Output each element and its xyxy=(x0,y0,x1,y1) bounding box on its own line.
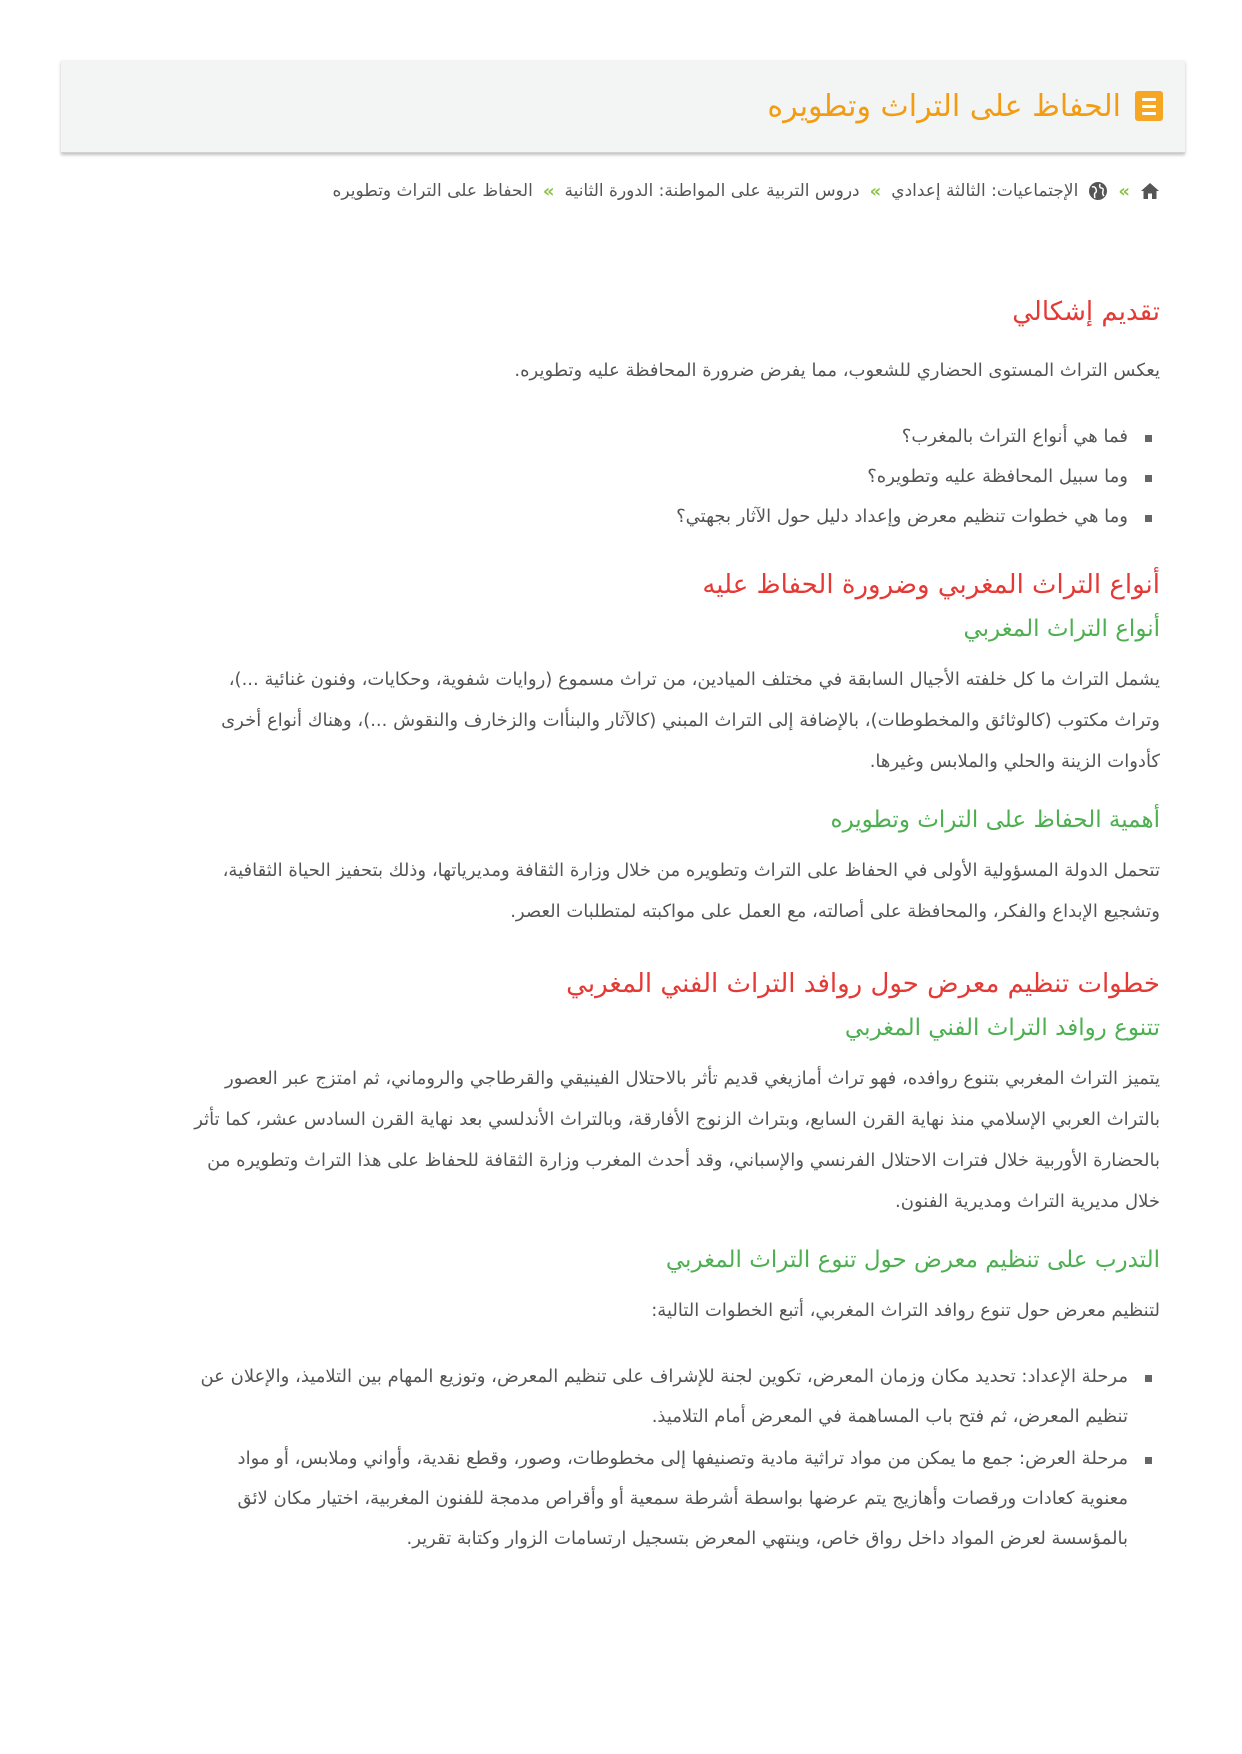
breadcrumb-item-subject[interactable]: الإجتماعيات: الثالثة إعدادي xyxy=(891,181,1079,201)
exhibit-steps-list xyxy=(80,1357,1160,1559)
paragraph-line: يشمل التراث ما كل خلفته الأجيال السابقة في مختلف الميادين، من تراث مسموع (روايات شفوية، وحكايات، وفنون غنائية ...)، xyxy=(228,669,1160,690)
list-item-line: تنظيم المعرض، ثم فتح باب المساهمة في المعرض أمام التلاميذ. xyxy=(651,1406,1128,1427)
heritage-types-paragraph xyxy=(80,659,1160,782)
diversity-paragraph xyxy=(80,1058,1160,1222)
breadcrumb xyxy=(332,176,1160,206)
breadcrumb-separator: » xyxy=(869,180,882,202)
subheading-heritage-types: أنواع التراث المغربي xyxy=(963,616,1160,642)
section-heading-intro: تقديم إشكالي xyxy=(1012,297,1160,327)
breadcrumb-item-unit[interactable]: دروس التربية على المواطنة: الدورة الثانية xyxy=(564,181,860,201)
paragraph-line: وتشجيع الإبداع والفكر، والمحافظة على أصالته، مع العمل على مواكبته لمتطلبات العصر. xyxy=(510,901,1160,922)
breadcrumb-item-current: الحفاظ على التراث وتطويره xyxy=(332,181,533,201)
list-item xyxy=(80,1357,1128,1437)
paragraph-line: بالتراث العربي الإسلامي منذ نهاية القرن السابع، وبتراث الزنوج الأفارقة، وبالتراث الأندلسي بعد نهاية القرن السادس عشر، كما تأثر xyxy=(194,1109,1160,1130)
paragraph-line: يتميز التراث المغربي بتنوع روافده، فهو تراث أمازيغي قديم تأثر بالاحتلال الفينيقي والقرطاجي والروماني، ثم امتزج عبر العصور xyxy=(225,1068,1160,1089)
subheading-exhibit-training: التدرب على تنظيم معرض حول تنوع التراث المغربي xyxy=(665,1247,1160,1273)
list-item-line: بالمؤسسة لعرض المواد داخل رواق خاص، وينتهي المعرض بتسجيل ارتسامات الزوار وكتابة تقرير. xyxy=(406,1528,1128,1549)
list-item-line: مرحلة العرض: جمع ما يمكن من مواد تراثية مادية وتصنيفها إلى مخطوطات، وصور، وقطع نقدية، وأواني وملابس، أو مواد xyxy=(237,1448,1128,1469)
section-heading-types: أنواع التراث المغربي وضرورة الحفاظ عليه xyxy=(702,570,1160,600)
document-icon xyxy=(1135,91,1163,121)
breadcrumb-separator: » xyxy=(542,180,555,202)
exhibit-intro-paragraph: لتنظيم معرض حول تنوع روافد التراث المغربي، أتبع الخطوات التالية: xyxy=(651,1300,1160,1321)
list-item xyxy=(80,1439,1128,1559)
list-item-line: مرحلة الإعداد: تحديد مكان وزمان المعرض، تكوين لجنة للإشراف على تنظيم المعرض، وتوزيع المهام بين التلاميذ، والإعلان عن xyxy=(200,1366,1128,1387)
subheading-preservation-importance: أهمية الحفاظ على التراث وتطويره xyxy=(830,807,1160,833)
paragraph-line: تتحمل الدولة المسؤولية الأولى في الحفاظ على التراث وتطويره من خلال وزارة الثقافة ومديرياتها، وذلك بتحفيز الحياة الثقافية، xyxy=(222,860,1160,881)
preservation-paragraph xyxy=(80,850,1160,932)
lesson-content xyxy=(80,292,1160,1581)
section-heading-exhibit: خطوات تنظيم معرض حول روافد التراث الفني المغربي xyxy=(566,969,1160,999)
list-item: وما سبيل المحافظة عليه وتطويره؟ xyxy=(80,457,1128,497)
intro-paragraph: يعكس التراث المستوى الحضاري للشعوب، مما يفرض ضرورة المحافظة عليه وتطويره. xyxy=(514,360,1160,381)
paragraph-line: كأدوات الزينة والحلي والملابس وغيرها. xyxy=(869,751,1160,772)
list-item: فما هي أنواع التراث بالمغرب؟ xyxy=(80,417,1128,457)
subheading-heritage-diversity: تتنوع روافد التراث الفني المغربي xyxy=(844,1015,1160,1041)
page-title: الحفاظ على التراث وتطويره xyxy=(767,88,1121,124)
paragraph-line: بالحضارة الأوربية خلال فترات الاحتلال الفرنسي والإسباني، وقد أحدث المغرب وزارة الثقافة للحفاظ على هذا التراث وتطويره من xyxy=(207,1150,1160,1171)
list-item: وما هي خطوات تنظيم معرض وإعداد دليل حول الآثار بجهتي؟ xyxy=(80,497,1128,537)
page-header xyxy=(61,60,1185,153)
paragraph-line: وتراث مكتوب (كالوثائق والمخطوطات)، بالإضافة إلى التراث المبني (كالآثار والبنأات والزخارف والنقوش ...)، وهناك أنواع أخرى xyxy=(221,710,1160,731)
home-icon[interactable] xyxy=(1140,182,1160,200)
list-item-line: معنوية كعادات ورقصات وأهازيج يتم عرضها بواسطة أشرطة سمعية أو وأقراص مدمجة للفنون المغربية، اختيار مكان لائق xyxy=(237,1488,1128,1509)
breadcrumb-separator: » xyxy=(1118,180,1130,202)
globe-icon xyxy=(1088,181,1108,201)
paragraph-line: خلال مديرية التراث ومديرية الفنون. xyxy=(895,1191,1160,1212)
intro-questions-list xyxy=(80,417,1160,537)
